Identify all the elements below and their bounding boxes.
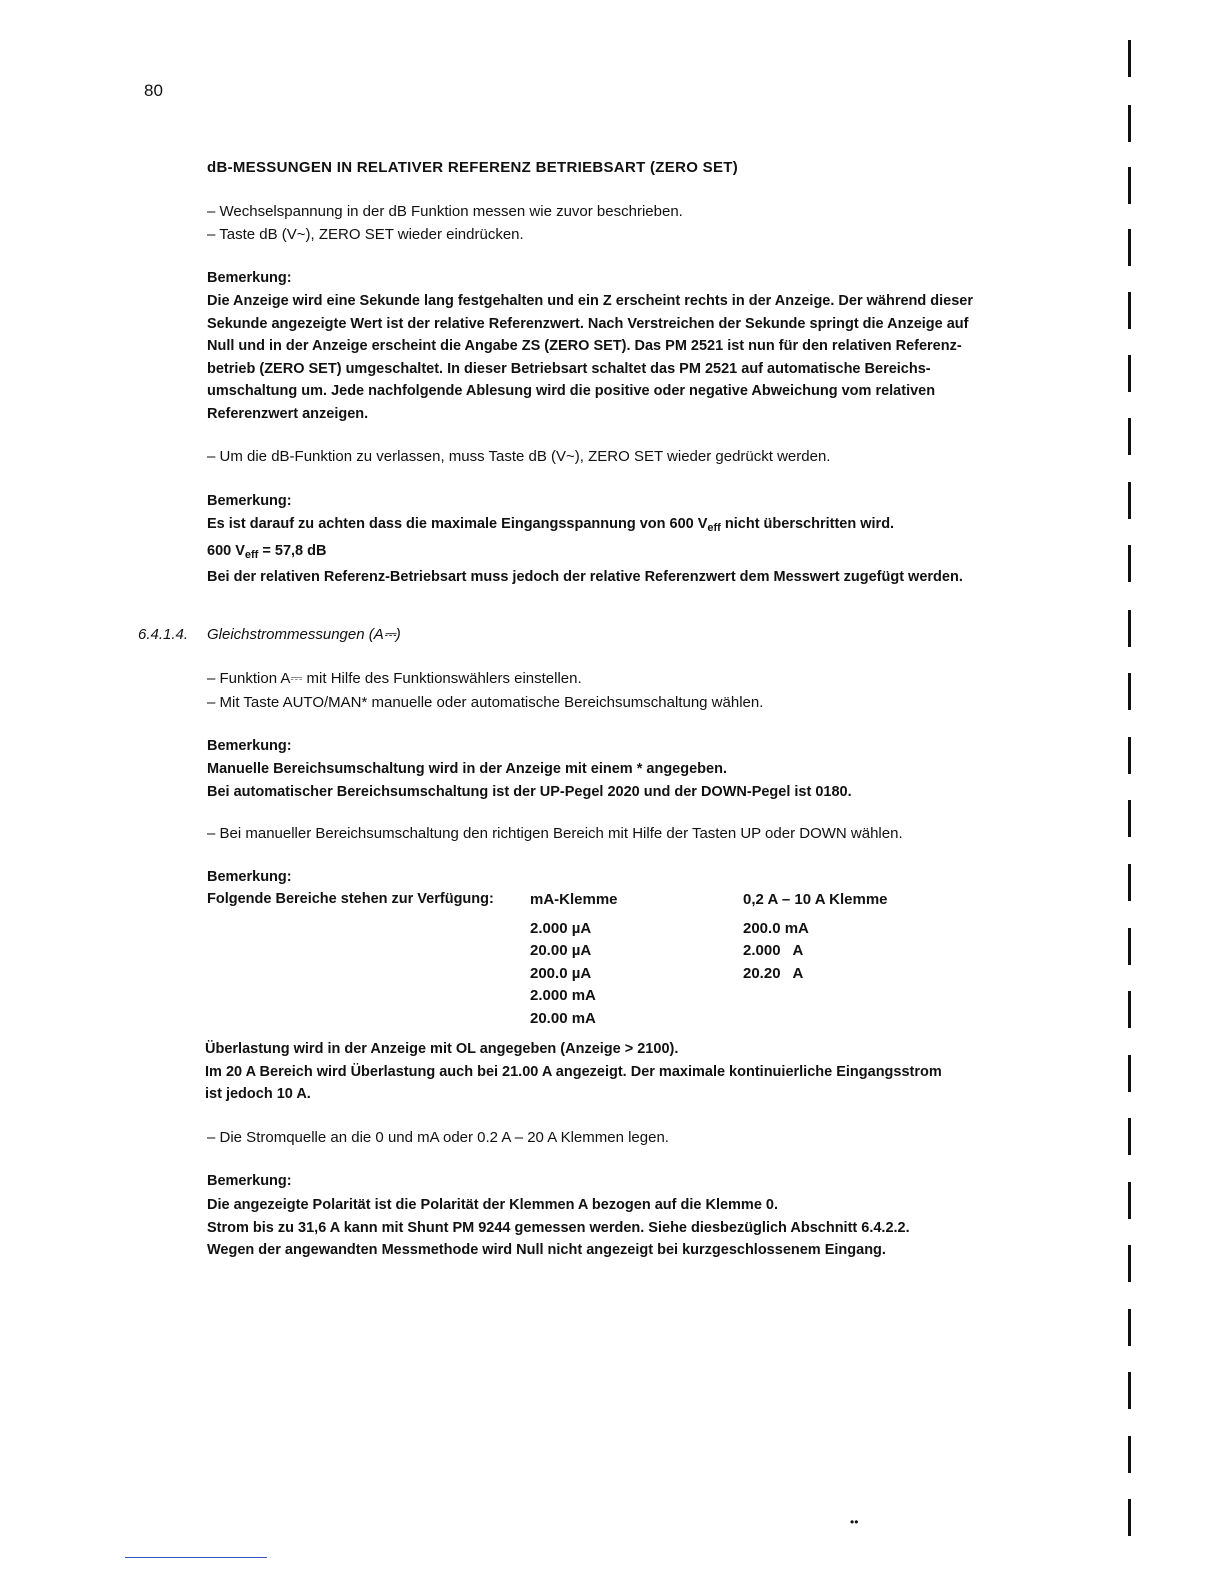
margin-bar (1128, 105, 1131, 142)
range-value: 2.000 A (743, 942, 804, 959)
ma-terminal-ranges (530, 889, 618, 1030)
note-title: Bemerkung: (207, 869, 292, 885)
margin-bar (1128, 418, 1131, 455)
margin-bar (1128, 1499, 1131, 1536)
margin-bar (1128, 1309, 1131, 1346)
range-value: 20.20 A (743, 964, 804, 982)
margin-bar (1128, 610, 1131, 647)
note-title: Bemerkung: (207, 738, 292, 754)
margin-bar (1128, 167, 1131, 204)
scan-specks: •• (850, 1515, 859, 1529)
margin-bar (1128, 1372, 1131, 1409)
step-select-function: – Funktion A⎓ mit Hilfe des Funktionswählers einstellen. (207, 670, 582, 687)
margin-bar (1128, 40, 1131, 77)
note-body: Die angezeigte Polarität ist die Polarität der Klemmen A bezogen auf die Klemme 0. Strom bis zu 31,6 A kann mit Shunt PM 9244 gemessen werden. Siehe diesbezüglich Abschnitt 6.4.2.2. Wegen der angewandten Messmethode wird Null nicht angezeigt bei kurzgeschlossenem Eingang. (207, 1197, 910, 1258)
ranges-label: Folgende Bereiche stehen zur Verfügung: (207, 891, 494, 907)
margin-bar (1128, 737, 1131, 774)
margin-bar (1128, 991, 1131, 1028)
note-body: Überlastung wird in der Anzeige mit OL angegeben (Anzeige > 2100). Im 20 A Bereich wird Überlastung auch bei 21.00 A angezeigt. Der maximale kontinuierliche Eingangsstrom ist jedoch 10 A. (205, 1041, 942, 1102)
margin-bar (1128, 292, 1131, 329)
margin-bar (1128, 545, 1131, 582)
step-auto-man: – Mit Taste AUTO/MAN* manuelle oder automatische Bereichsumschaltung wählen. (207, 694, 764, 711)
margin-bar (1128, 1118, 1131, 1155)
column-header: mA-Klemme (530, 891, 618, 908)
range-value: 200.0 mA (743, 919, 809, 937)
step-manual-range: – Bei manueller Bereichsumschaltung den richtigen Bereich mit Hilfe der Tasten UP oder DOWN wählen. (207, 825, 903, 842)
dc-symbol-icon: ⎓ (290, 670, 303, 687)
step-leave-db: – Um die dB-Funktion zu verlassen, muss Taste dB (V~), ZERO SET wieder gedrückt werden. (207, 448, 831, 465)
section-title: Gleichstrommessungen (A⎓) (207, 626, 401, 643)
step-measure-ac: – Wechselspannung in der dB Funktion messen wie zuvor beschrieben. (207, 203, 683, 220)
margin-bar (1128, 482, 1131, 519)
range-value: 20.00 mA (530, 1009, 596, 1027)
range-value: 2.000 µA (530, 919, 592, 937)
margin-bar (1128, 864, 1131, 901)
margin-bar (1128, 1436, 1131, 1473)
note-title: Bemerkung: (207, 1173, 292, 1189)
margin-bar (1128, 928, 1131, 965)
step-connect-source: – Die Stromquelle an die 0 und mA oder 0.2 A – 20 A Klemmen legen. (207, 1129, 669, 1146)
note-body: Es ist darauf zu achten dass die maximale Eingangsspannung von 600 $V_{eff}$ nicht überschritten wird. 600 $V_{eff} = 57,8$ dB Bei der relativen Referenz-Betriebsart muss jedoch der relative Referenzwert dem Messwert zugefügt werden. (207, 516, 963, 585)
footnote-rule (125, 1557, 267, 1558)
section-heading: dB-MESSUNGEN IN RELATIVER REFERENZ BETRIEBSART (ZERO SET) (207, 159, 739, 176)
margin-bar (1128, 355, 1131, 392)
note-title: Bemerkung: (207, 270, 292, 286)
margin-bar (1128, 673, 1131, 710)
note-body: Manuelle Bereichsumschaltung wird in der Anzeige mit einem * angegeben. Bei automatischer Bereichsumschaltung ist der UP-Pegel 2020 und der DOWN-Pegel ist 0180. (207, 761, 852, 800)
column-header: 0,2 A – 10 A Klemme (743, 891, 888, 908)
margin-bar (1128, 1055, 1131, 1092)
section-number: 6.4.1.4. (138, 626, 189, 643)
note-body: Die Anzeige wird eine Sekunde lang festgehalten und ein Z erscheint rechts in der Anzeige. Der während dieser Sekunde angezeigte Wert ist der relative Referenzwert. Nach Verstreichen der Sekunde springt die Anzeige auf Null und in der Anzeige erscheint die Angabe ZS (ZERO SET). Das PM 2521 ist nun für den relativen Referenz- betrieb (ZERO SET) umgeschaltet. In dieser Betriebsart schaltet das PM 2521 auf automatische Bereichs- umschaltung um. Jede nachfolgende Ablesung wird die positive oder negative Abweichung vom relativen Referenzwert anzeigen. (207, 293, 974, 422)
note-title: Bemerkung: (207, 493, 292, 509)
range-value: 200.0 µA (530, 964, 592, 982)
margin-bar (1128, 800, 1131, 837)
range-value: 20.00 µA (530, 942, 592, 959)
range-value: 2.000 mA (530, 987, 596, 1004)
margin-bar (1128, 1182, 1131, 1219)
dc-symbol-icon: ⎓ (383, 626, 396, 643)
step-press-zero-set: – Taste dB (V~), ZERO SET wieder eindrücken. (207, 226, 524, 243)
page-number: 80 (144, 81, 163, 100)
margin-bar (1128, 1245, 1131, 1282)
a-terminal-ranges (743, 889, 888, 985)
margin-bar (1128, 229, 1131, 266)
